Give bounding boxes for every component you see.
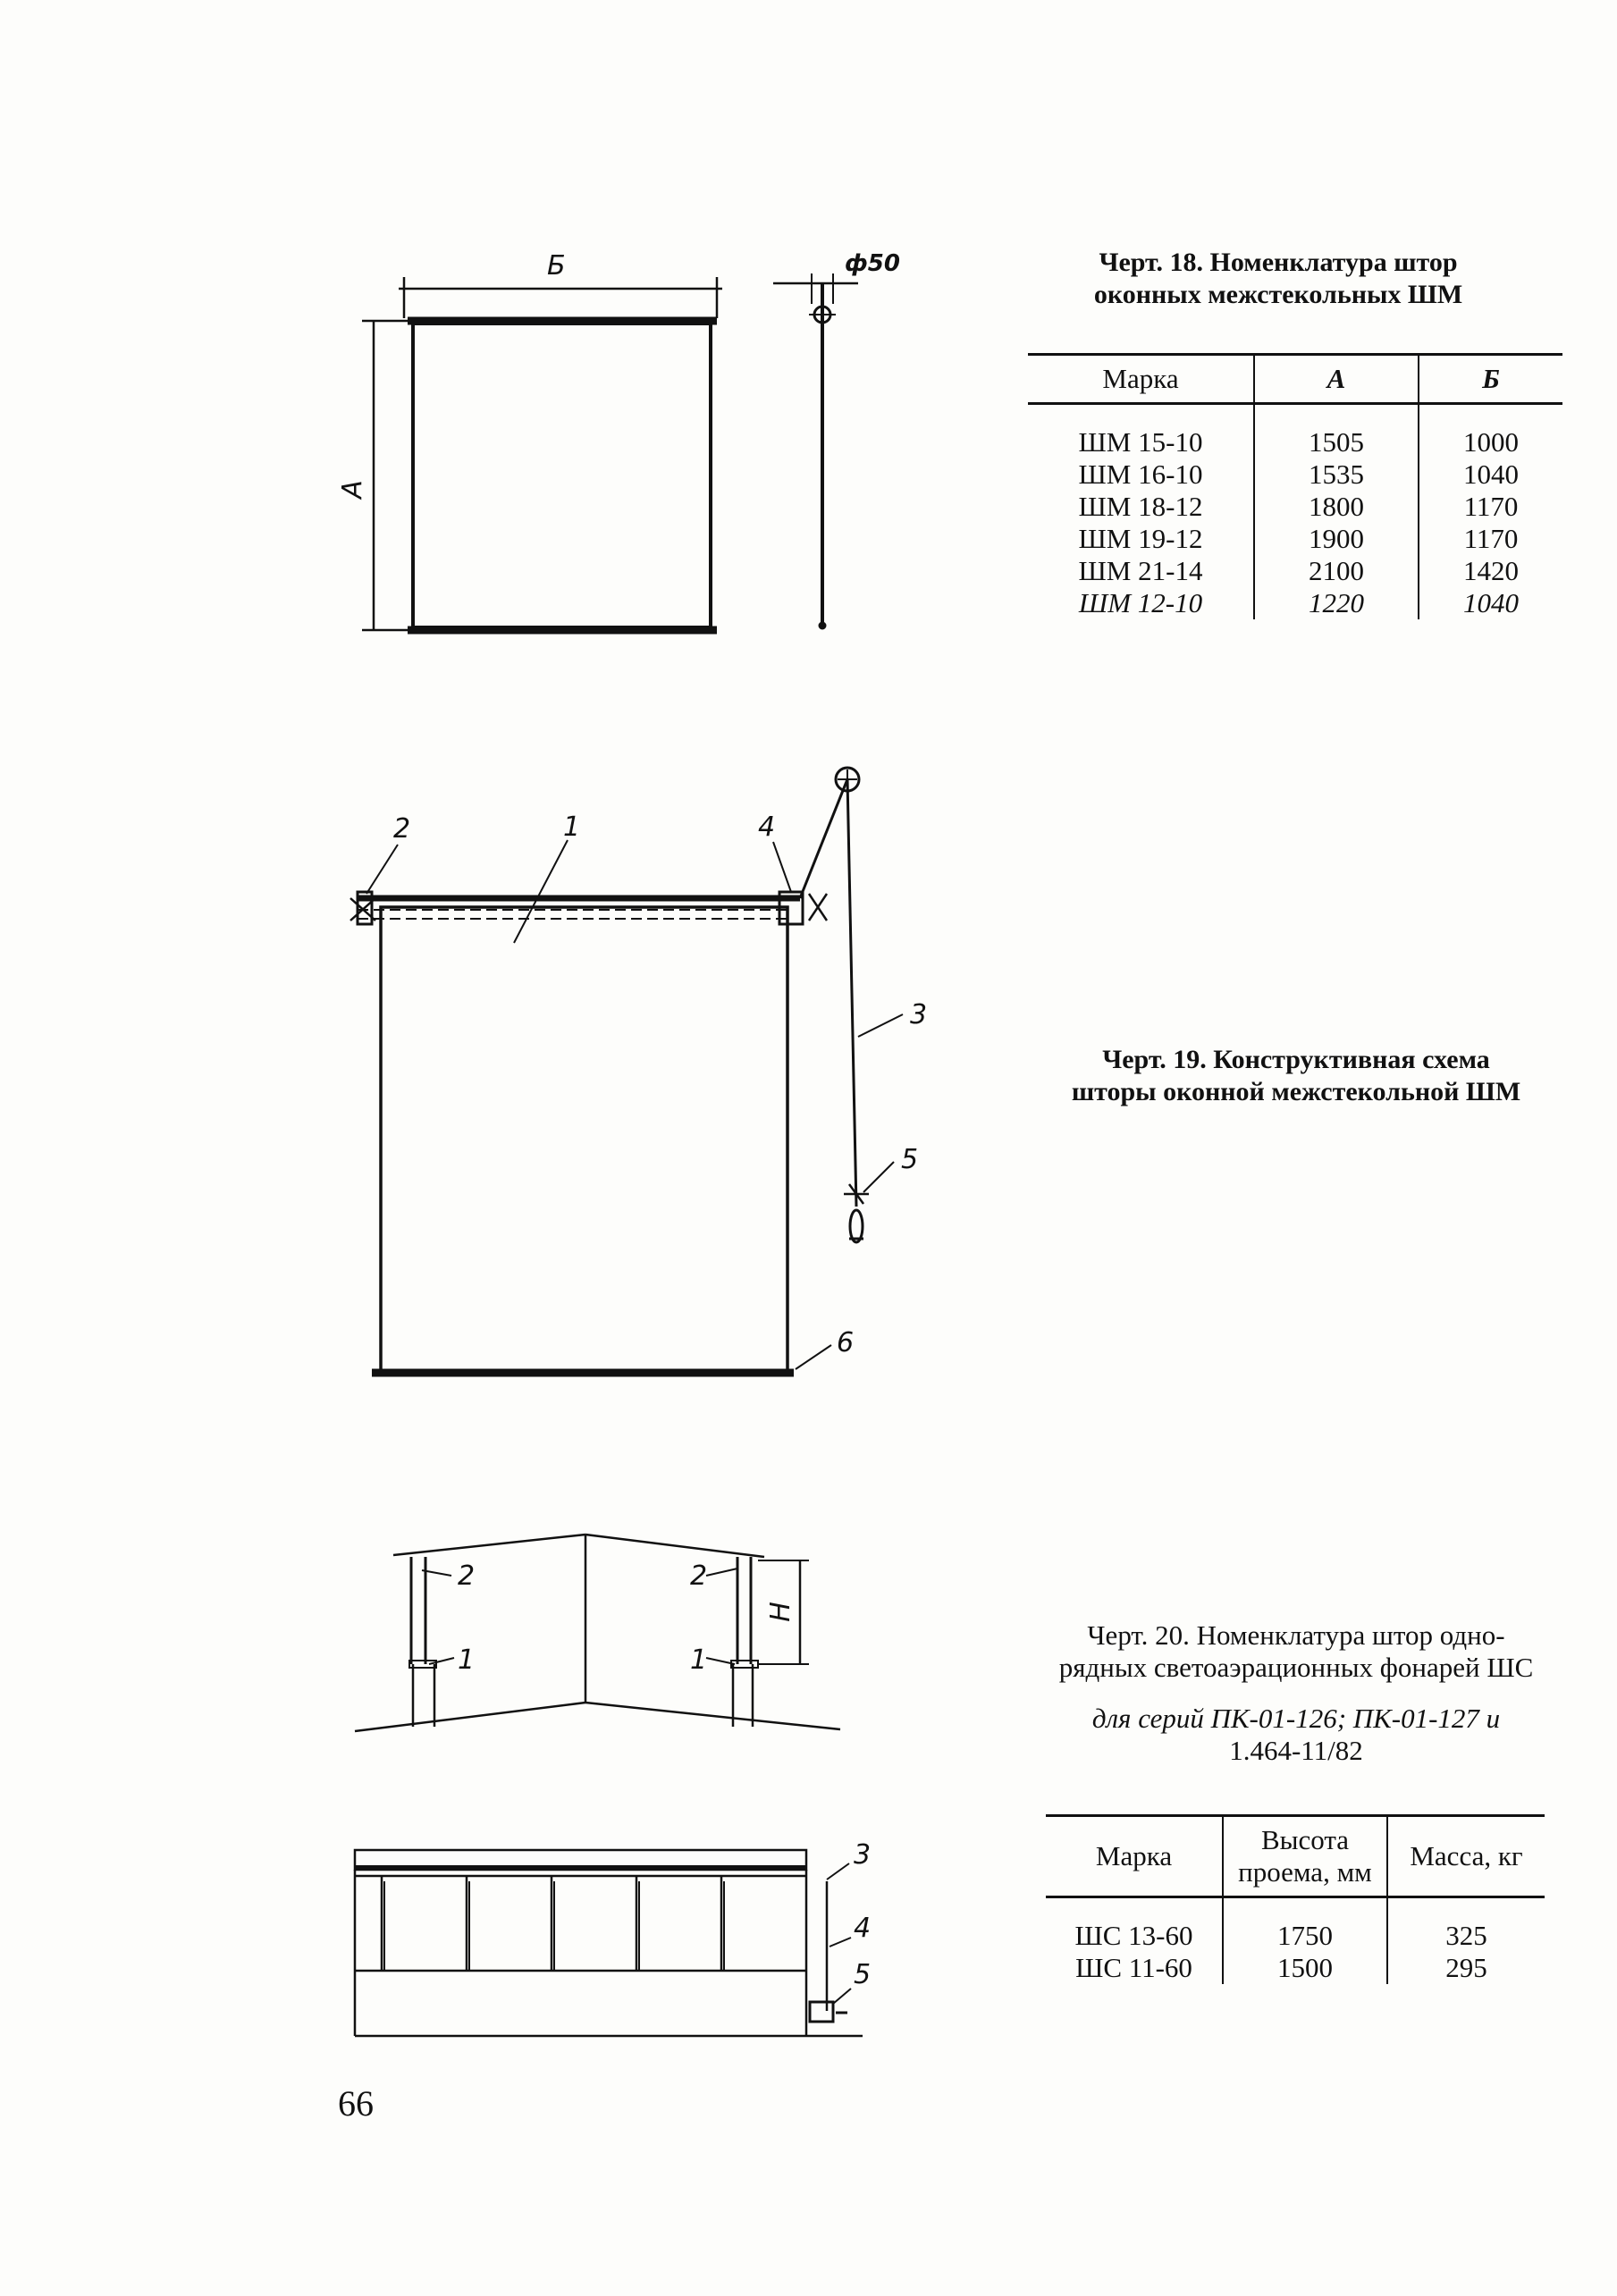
fig19-caption-line2: шторы оконной межстекольной ШМ bbox=[1071, 1077, 1521, 1106]
cell-a: 1220 bbox=[1254, 587, 1419, 619]
fig20-label-5: 5 bbox=[854, 1959, 872, 1990]
fig20-label-2-left: 2 bbox=[458, 1560, 476, 1592]
cell-mass: 325 bbox=[1387, 1897, 1545, 1953]
col-header-height: Высота проема, мм bbox=[1223, 1816, 1387, 1897]
table-row bbox=[1028, 555, 1562, 587]
cell-a: 1900 bbox=[1254, 523, 1419, 555]
fig19-label-2: 2 bbox=[393, 813, 411, 845]
cell-b: 1170 bbox=[1419, 523, 1562, 555]
cell-mark: ШС 11-60 bbox=[1075, 1952, 1192, 1983]
fig20-dim-h: Н bbox=[764, 1602, 796, 1622]
fig20-elevation bbox=[355, 1850, 863, 2036]
fig20-table bbox=[1046, 1814, 1545, 1984]
fig19-caption-line1: Черт. 19. Конструктивная схема bbox=[1102, 1045, 1490, 1074]
table-row bbox=[1028, 458, 1562, 491]
dim-label-b: Б bbox=[547, 250, 566, 282]
table-row bbox=[1046, 1952, 1545, 1984]
fig18-caption-line2: оконных межстекольных ШМ bbox=[1093, 280, 1463, 309]
fig18-caption bbox=[1037, 247, 1520, 311]
fig18-curtain-front bbox=[362, 277, 722, 630]
col-header-a: А bbox=[1254, 355, 1419, 404]
cell-b: 1040 bbox=[1419, 458, 1562, 491]
cell-mark: ШМ 16-10 bbox=[1078, 458, 1203, 490]
table-row bbox=[1028, 404, 1562, 459]
table-header-row bbox=[1028, 355, 1562, 404]
fig19-scheme bbox=[350, 768, 903, 1373]
dim-label-a: А bbox=[336, 480, 368, 499]
cell-b: 1040 bbox=[1419, 587, 1562, 619]
table-row bbox=[1028, 523, 1562, 555]
col-header-mass: Масса, кг bbox=[1387, 1816, 1545, 1897]
fig20-series bbox=[1019, 1703, 1573, 1767]
fig20-label-4: 4 bbox=[854, 1913, 872, 1944]
cell-a: 1505 bbox=[1254, 404, 1419, 459]
cell-a: 2100 bbox=[1254, 555, 1419, 587]
fig19-label-5: 5 bbox=[901, 1144, 919, 1175]
cell-b: 1170 bbox=[1419, 491, 1562, 523]
fig19-label-3: 3 bbox=[910, 999, 928, 1030]
fig20-caption-line2: рядных светоаэрационных фонарей ШС bbox=[1058, 1652, 1534, 1683]
fig20-label-2-right: 2 bbox=[690, 1560, 708, 1592]
cell-height: 1500 bbox=[1223, 1952, 1387, 1984]
cell-mark: ШМ 15-10 bbox=[1078, 426, 1203, 458]
cell-mark: ШМ 19-12 bbox=[1078, 523, 1203, 554]
fig20-label-3: 3 bbox=[854, 1839, 872, 1871]
table-row bbox=[1028, 491, 1562, 523]
fig20-series-line2: 1.464-11/82 bbox=[1229, 1735, 1363, 1766]
fig19-label-1: 1 bbox=[563, 812, 581, 843]
fig20-caption-line1: Черт. 20. Номенклатура штор одно- bbox=[1087, 1619, 1505, 1651]
cell-mark: ШМ 18-12 bbox=[1078, 491, 1203, 522]
cell-b: 1000 bbox=[1419, 404, 1562, 459]
fig18-caption-line1: Черт. 18. Номенклатура штор bbox=[1099, 248, 1458, 277]
col-header-b: Б bbox=[1419, 355, 1562, 404]
table-row bbox=[1046, 1897, 1545, 1953]
cell-a: 1800 bbox=[1254, 491, 1419, 523]
fig20-caption bbox=[1019, 1619, 1573, 1684]
fig19-label-6: 6 bbox=[837, 1327, 855, 1358]
cell-mark: ШМ 12-10 bbox=[1078, 587, 1203, 618]
fig18-table bbox=[1028, 353, 1562, 619]
cell-a: 1535 bbox=[1254, 458, 1419, 491]
dim-label-diameter: ф50 bbox=[845, 250, 900, 277]
col-header-mark: Марка bbox=[1028, 355, 1254, 404]
cell-mark: ШС 13-60 bbox=[1074, 1920, 1193, 1951]
page-number: 66 bbox=[338, 2083, 374, 2124]
cell-height: 1750 bbox=[1223, 1897, 1387, 1953]
col-header-mark: Марка bbox=[1046, 1816, 1223, 1897]
cell-mass: 295 bbox=[1387, 1952, 1545, 1984]
table-row bbox=[1028, 587, 1562, 619]
fig19-caption bbox=[1028, 1044, 1564, 1108]
table-header-row bbox=[1046, 1816, 1545, 1897]
fig20-section bbox=[355, 1535, 840, 1731]
fig20-label-1-left: 1 bbox=[458, 1644, 476, 1676]
fig19-label-4: 4 bbox=[758, 812, 776, 843]
fig18-curtain-side bbox=[773, 273, 858, 629]
fig20-label-1-right: 1 bbox=[690, 1644, 708, 1676]
cell-b: 1420 bbox=[1419, 555, 1562, 587]
cell-mark: ШМ 21-14 bbox=[1078, 555, 1203, 586]
fig20-series-line1: для серий ПК-01-126; ПК-01-127 и bbox=[1091, 1703, 1501, 1734]
